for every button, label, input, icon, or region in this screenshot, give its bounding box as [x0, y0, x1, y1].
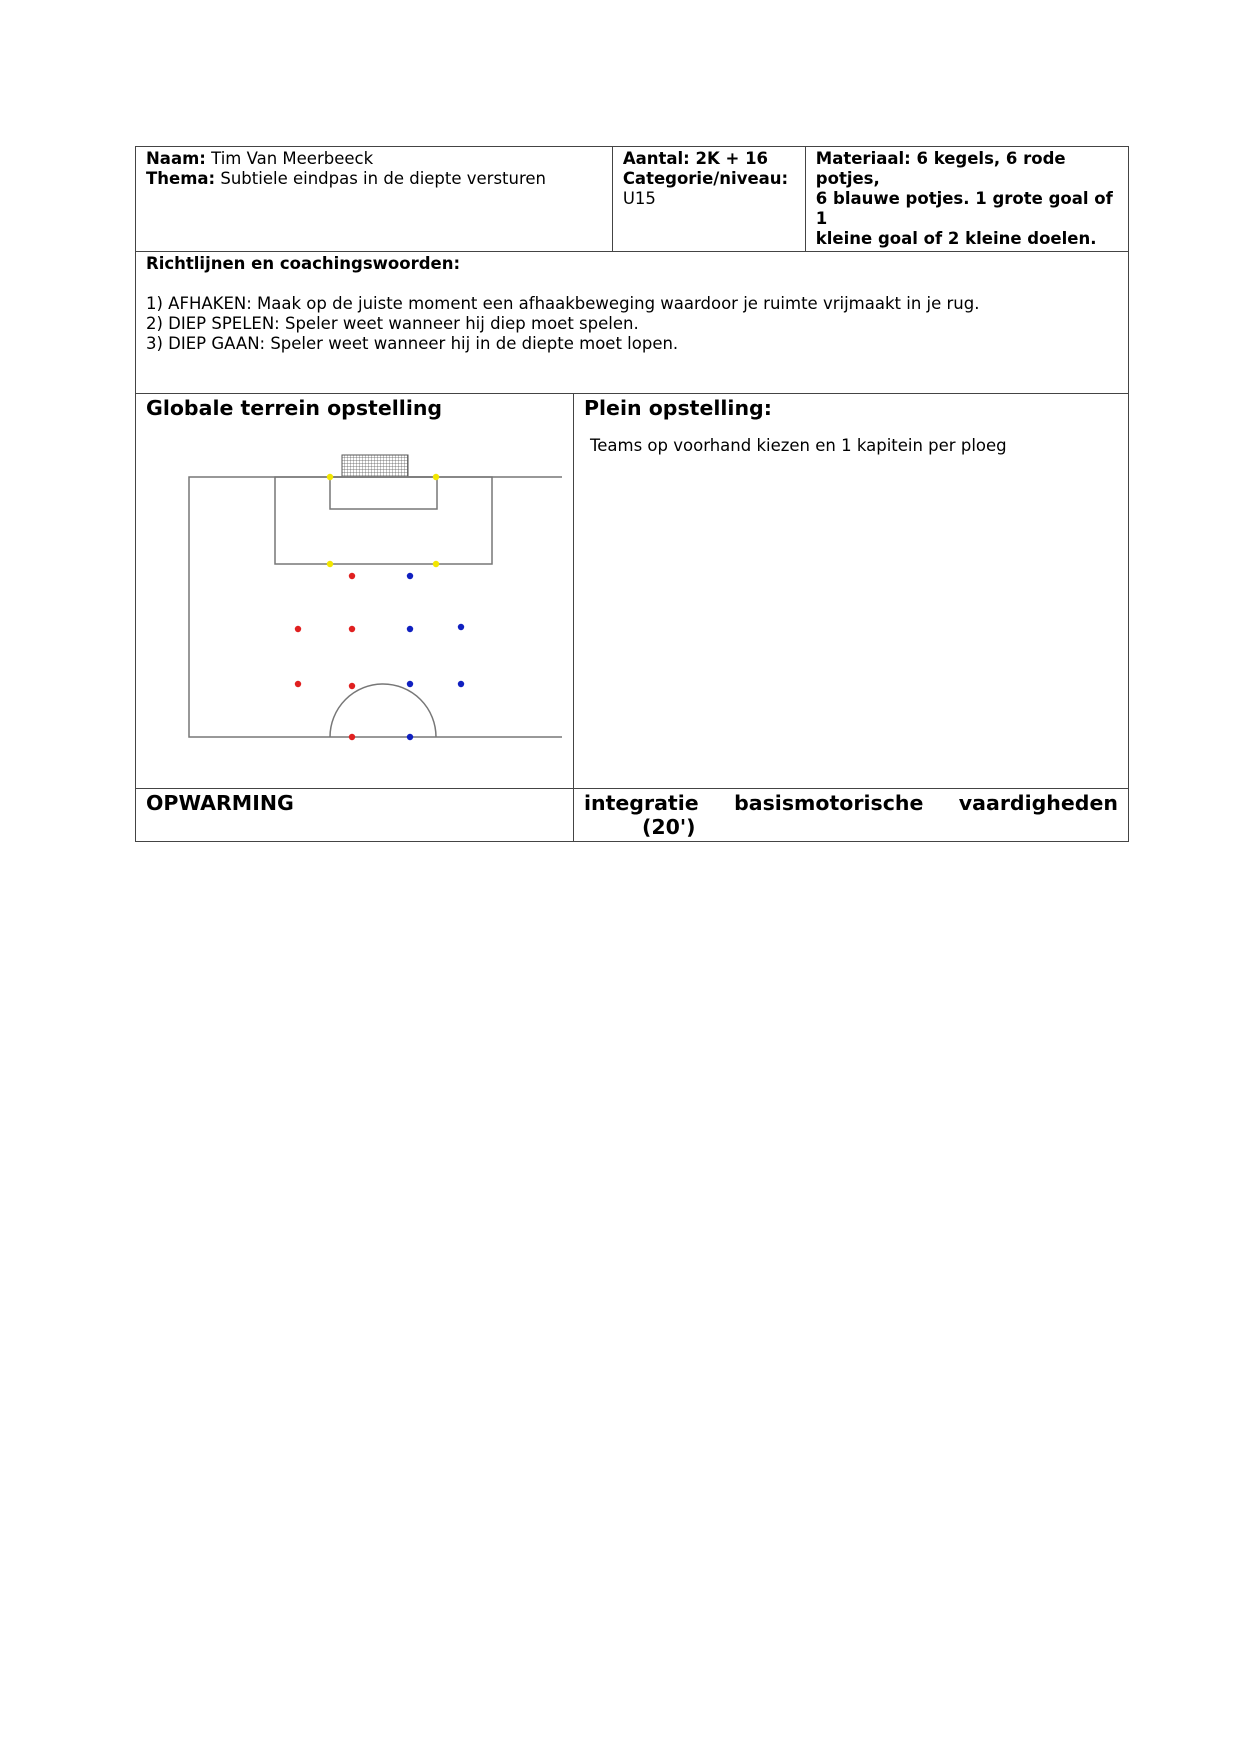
plein-setup-text: Teams op voorhand kiezen en 1 kapitein per ploeg [589, 436, 1007, 455]
pitch-diagram [146, 424, 562, 754]
guideline-item: 3) DIEP GAAN: Speler weet wanneer hij in de diepte moet lopen. [146, 334, 679, 353]
name-theme-cell [136, 147, 613, 252]
materiaal-line-2: 6 blauwe potjes. 1 grote goal of 1 [815, 189, 1113, 228]
materiaal-line-1: Materiaal: 6 kegels, 6 rode potjes, [815, 149, 1066, 188]
red-player [349, 626, 355, 632]
aantal-text: Aantal: 2K + 16 [622, 149, 769, 168]
blue-players [407, 573, 464, 740]
yellow-cone [327, 561, 333, 567]
guidelines-title: Richtlijnen en coachingswoorden: [146, 254, 461, 273]
naam-label: Naam: [146, 149, 206, 168]
warmup-word: vaardigheden [958, 791, 1118, 815]
blue-player [458, 624, 464, 630]
blue-player [407, 626, 413, 632]
cones [327, 474, 439, 567]
red-player [295, 626, 301, 632]
thema-label: Thema: [146, 169, 216, 188]
categorie-label: Categorie/niveau: [622, 169, 789, 188]
red-player [349, 683, 355, 689]
session-sheet [135, 146, 1129, 842]
plein-setup-title: Plein opstelling: [583, 396, 772, 420]
warmup-word: integratie [583, 791, 699, 815]
categorie-value: U15 [622, 189, 656, 208]
materials-cell [805, 147, 1128, 252]
guidelines-cell [136, 252, 1129, 394]
red-player [349, 734, 355, 740]
yellow-cone [433, 561, 439, 567]
pitch-outline [189, 477, 562, 737]
warmup-word: basismotorische [734, 791, 924, 815]
warmup-title: OPWARMING [146, 791, 294, 815]
global-setup-title: Globale terrein opstelling [146, 396, 443, 420]
warmup-description [584, 791, 1118, 815]
guideline-item: 1) AFHAKEN: Maak op de juiste moment een afhaakbeweging waardoor je ruimte vrijmaakt in je rug. [146, 294, 980, 313]
yellow-cone [327, 474, 333, 480]
plein-setup-cell [573, 394, 1128, 789]
warmup-title-cell [136, 789, 574, 842]
red-players [295, 573, 355, 740]
naam-value: Tim Van Meerbeeck [211, 149, 374, 168]
thema-value: Subtiele eindpas in de diepte versturen [220, 169, 547, 188]
guideline-item: 2) DIEP SPELEN: Speler weet wanneer hij diep moet spelen. [146, 314, 639, 333]
blue-player [407, 734, 413, 740]
warmup-duration: (20') [641, 815, 696, 839]
count-category-cell [612, 147, 805, 252]
penalty-area [275, 477, 492, 564]
goal-net [342, 455, 408, 477]
red-player [295, 681, 301, 687]
warmup-desc-cell [573, 789, 1128, 842]
goal-area [330, 477, 437, 509]
red-player [349, 573, 355, 579]
blue-player [407, 573, 413, 579]
blue-player [407, 681, 413, 687]
center-circle [330, 684, 436, 737]
blue-player [458, 681, 464, 687]
yellow-cone [433, 474, 439, 480]
global-setup-cell [136, 394, 574, 789]
materiaal-line-3: kleine goal of 2 kleine doelen. [815, 229, 1097, 248]
